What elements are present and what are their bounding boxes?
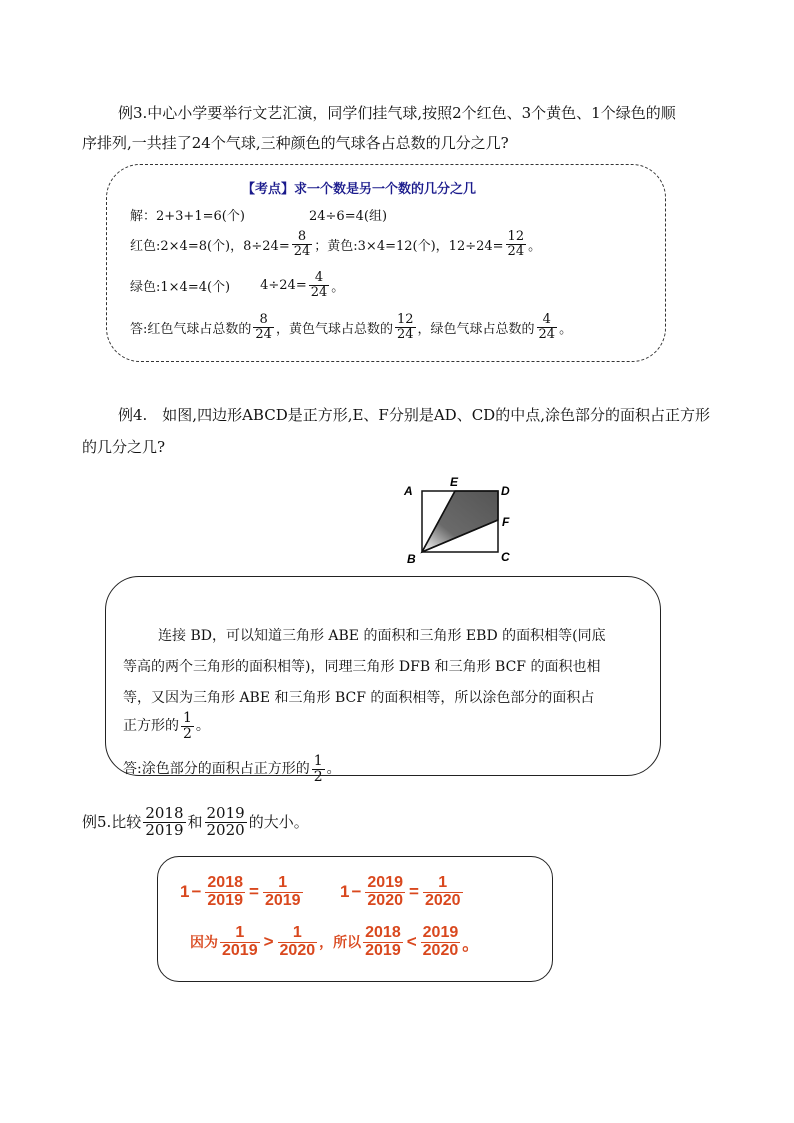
label-a: A (404, 484, 413, 498)
green-fraction: $\frac{4}{24}$ (310, 270, 328, 300)
red-calc: 红色:2×4=8(个)，8÷24= (130, 238, 290, 254)
label-b: B (407, 552, 416, 566)
red-fraction: $\frac{8}{24}$ (293, 229, 311, 259)
ex4-answer: 答:涂色部分的面积占正方形的 $\frac{1}{2}$ 。 (123, 753, 341, 785)
ex4-expl-1: 连接 BD，可以知道三角形 ABE 的面积和三角形 EBD 的面积相等(同底 (158, 628, 606, 644)
green-calc: 绿色:1×4=4(个) (130, 279, 231, 295)
ex5-row1-left: 1 − $\frac{2018}{2019}$ = $\frac{1}{2019}$ (180, 874, 301, 909)
answer-fraction-yellow: $\frac{12}{24}$ (396, 312, 414, 342)
half-fraction: $\frac{1}{2}$ (183, 710, 192, 742)
ex4-expl-4: 正方形的 $\frac{1}{2}$ 。 (123, 710, 210, 742)
ex5-fraction-1: $\frac{2018}{2019}$ (145, 804, 184, 839)
label-f: F (502, 515, 510, 529)
label-d: D (501, 484, 510, 498)
ex5-fraction-2: $\frac{2019}{2020}$ (206, 804, 245, 839)
answer-fraction-red: $\frac{8}{24}$ (255, 312, 272, 342)
ex5-row1-right: 1 − $\frac{2019}{2020}$ = $\frac{1}{2020}$ (340, 874, 461, 909)
ex4-line1: 例4. 如图,四边形ABCD是正方形,E、F分别是AD、CD的中点,涂色部分的面积占正方形 (118, 406, 710, 424)
ex3-jie-a: 解：2+3+1=6(个) (130, 209, 245, 224)
ex3-jie-b: 24÷6=4(组) (309, 209, 388, 224)
ex4-line2: 的几分之几? (82, 438, 166, 456)
ex4-expl-3: 等，又因为三角形 ABE 和三角形 BCF 的面积相等，所以涂色部分的面积占 (123, 690, 595, 706)
shaded-region (422, 491, 498, 552)
answer-fraction-green: $\frac{4}{24}$ (538, 312, 556, 342)
ex3-red-yellow-line: 红色:2×4=8(个)，8÷24= $\frac{8}{24}$ ；黄色:3×4=12(个)，12÷24= $\frac{12}{24}$ 。 (130, 229, 542, 259)
ex3-line2: 序排列,一共挂了24个气球,三种颜色的气球各占总数的几分之几? (82, 134, 509, 152)
kaodian-title: 【考点】求一个数是另一个数的几分之几 (242, 182, 477, 197)
yellow-calc: ；黄色:3×4=12(个)，12÷24= (314, 238, 504, 254)
ex4-expl-2: 等高的两个三角形的面积相等)，同理三角形 DFB 和三角形 BCF 的面积也相 (123, 659, 601, 675)
ex3-answer: 答:红色气球占总数的 $\frac{8}{24}$ ，黄色气球占总数的 $\frac{12}{24}$ ，绿色气球占总数的 $\frac{4}{24}$ 。 (130, 312, 573, 342)
ex3-green-line: 绿色:1×4=4(个) 4÷24= $\frac{4}{24}$ 。 (130, 270, 345, 300)
ex5-question: 例5.比较 $\frac{2018}{2019}$ 和 $\frac{2019}{2020}$ 的大小。 (82, 804, 309, 839)
label-e: E (450, 475, 459, 489)
yellow-fraction: $\frac{12}{24}$ (507, 229, 525, 259)
label-c: C (501, 550, 510, 564)
ex3-line1: 例3.中心小学要举行文艺汇演，同学们挂气球,按照2个红色、3个黄色、1个绿色的顺 (118, 104, 676, 122)
ex5-conclusion: 因为 $\frac{1}{2019}$ > $\frac{1}{2020}$ ，所以 $\frac{2018}{2019}$ < $\frac{2019}{2020}$ 。 (190, 924, 480, 959)
square-figure (398, 474, 522, 566)
answer-half-fraction: $\frac{1}{2}$ (313, 753, 323, 785)
